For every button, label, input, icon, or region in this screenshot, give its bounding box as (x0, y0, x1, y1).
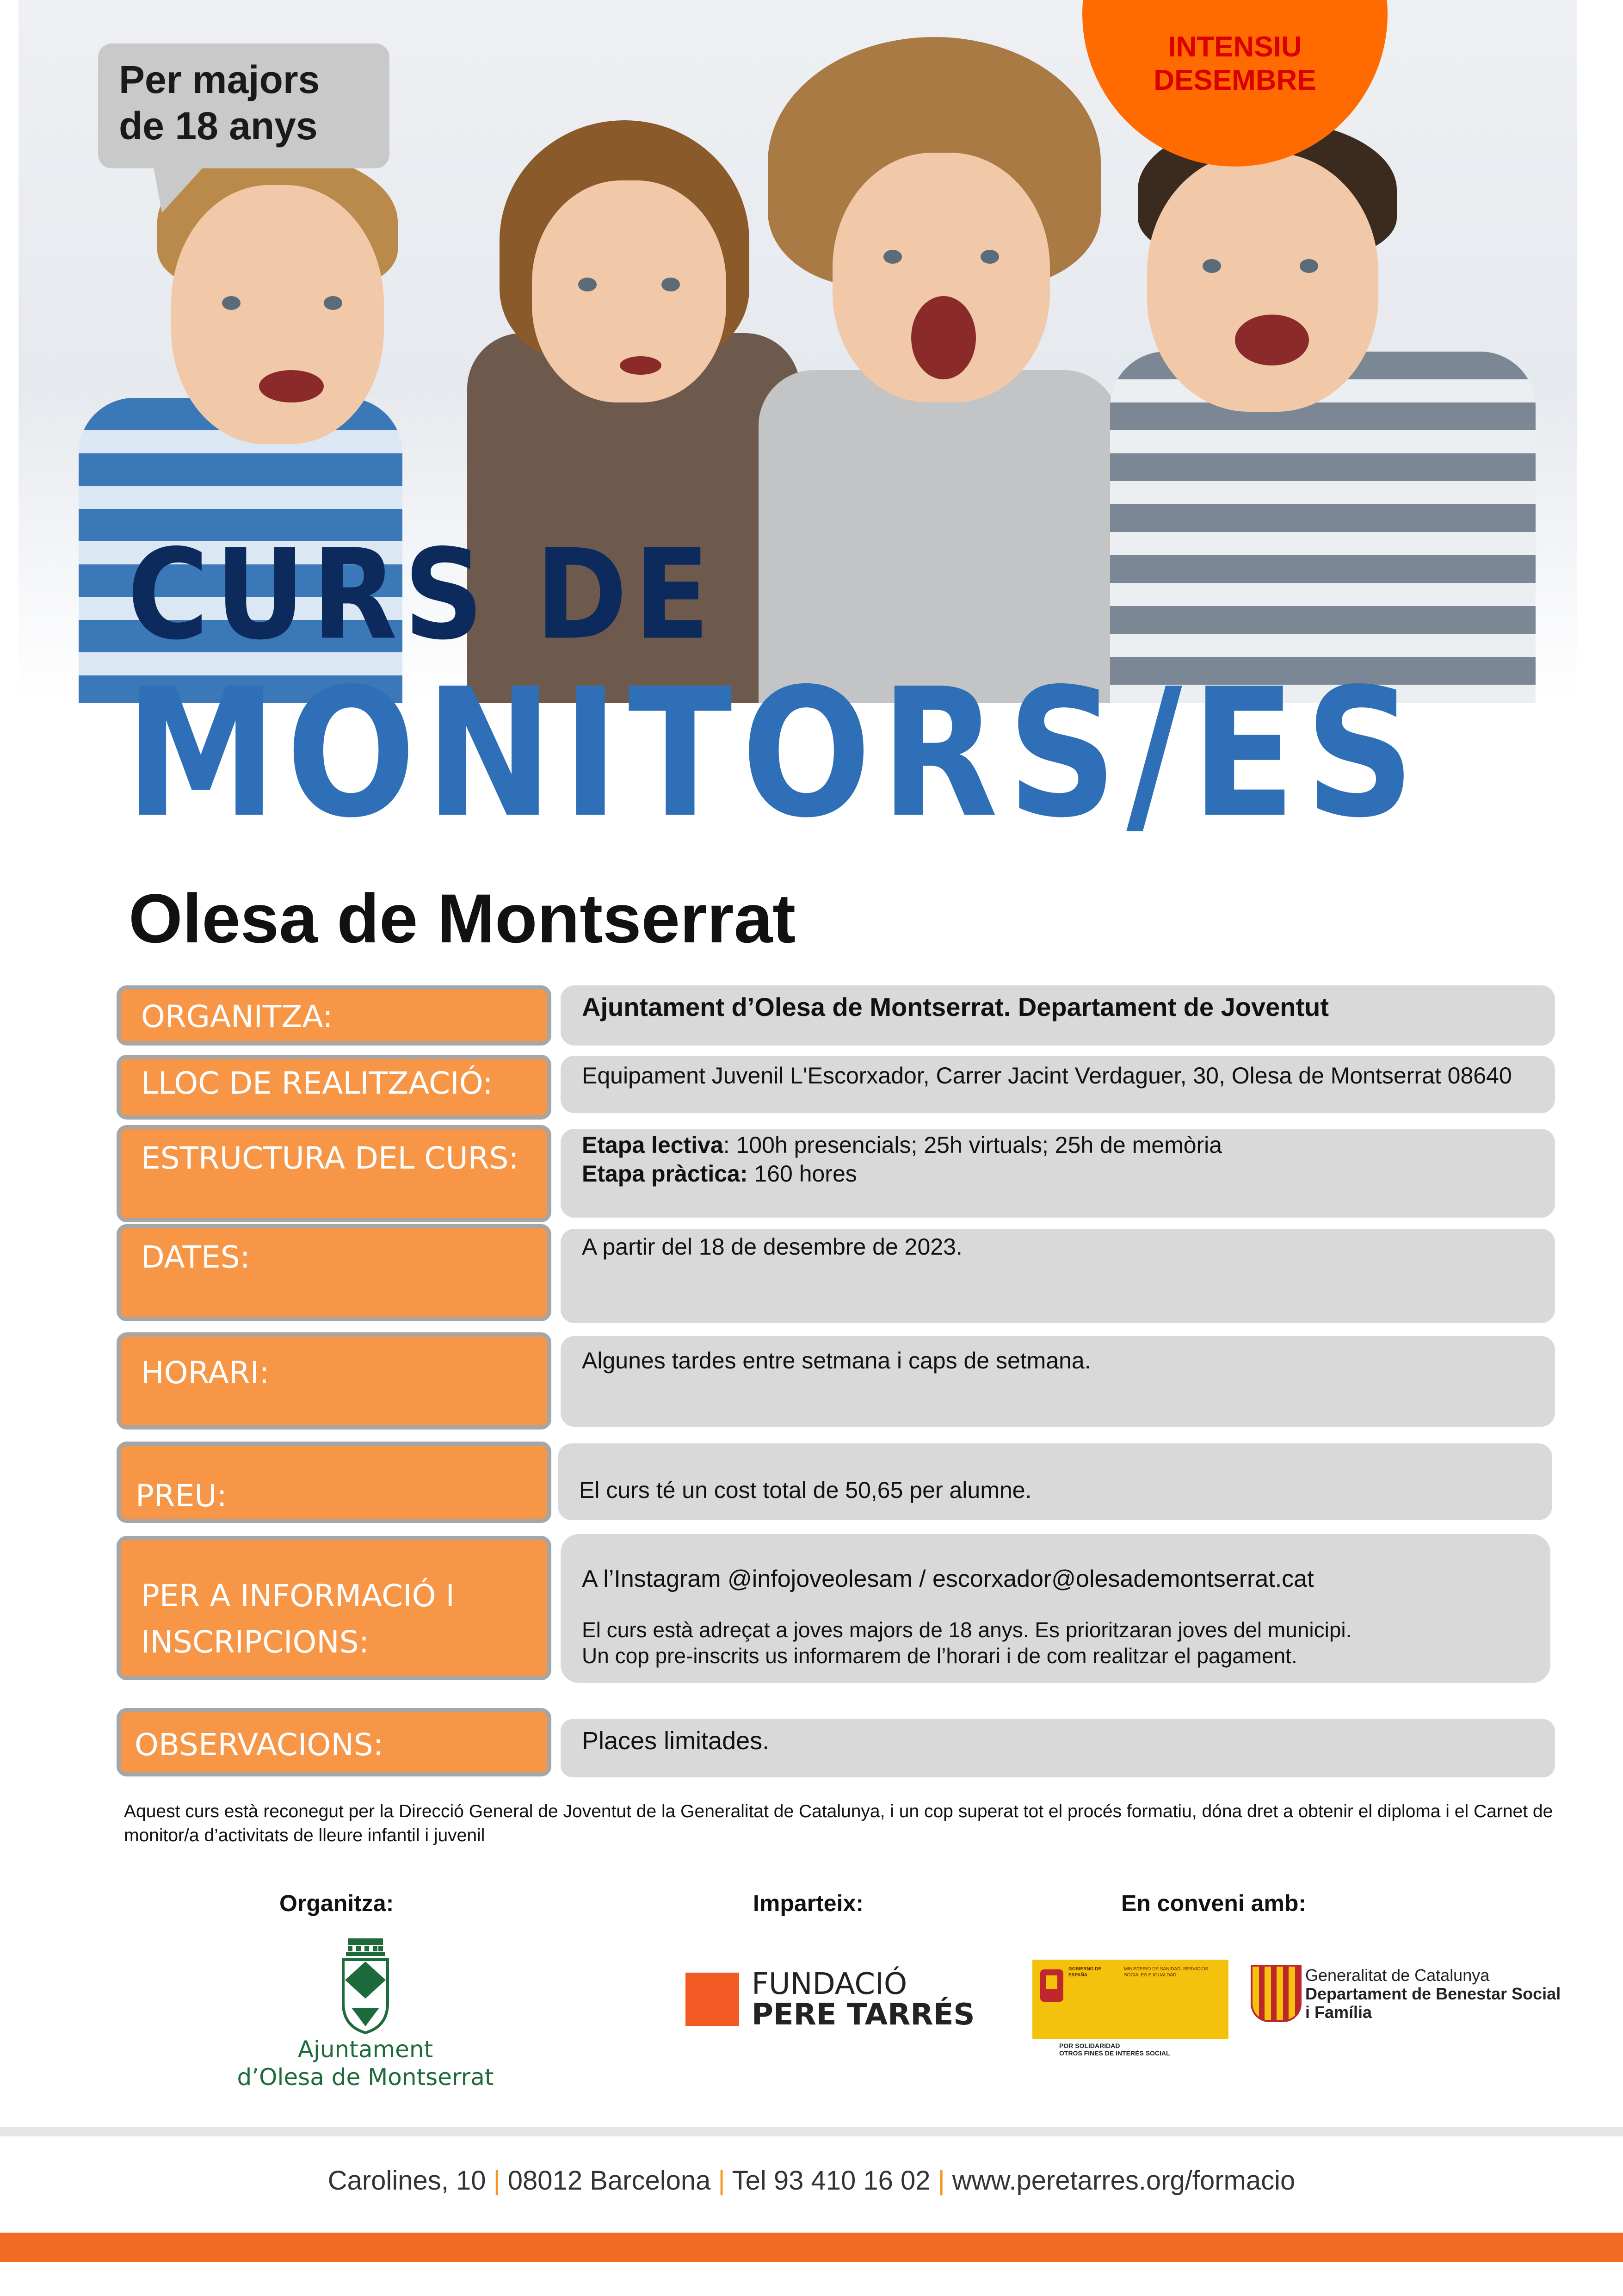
estructura-line-1: Etapa lectiva: 100h presencials; 25h virtuals; 25h de memòria (582, 1132, 1222, 1158)
footer-city: 08012 Barcelona (507, 2166, 711, 2196)
logo-line: PERE TARRÉS (752, 1998, 975, 2032)
logo-line: d’Olesa de Montserrat (237, 2064, 494, 2091)
label-text: PREU: (136, 1478, 227, 1514)
row-label-estructura (117, 1125, 551, 1222)
logo-line: Departament de Benestar Social (1305, 1984, 1561, 2003)
label-text: LLOC DE REALITZACIÓ: (141, 1065, 493, 1101)
row-label-dates (117, 1224, 551, 1321)
age-requirement (119, 56, 320, 149)
estructura-line-2: Etapa pràctica: 160 hores (582, 1161, 857, 1187)
row-value-estructura (561, 1129, 1555, 1218)
fundacio-square-icon (685, 1973, 739, 2026)
row-label-horari (117, 1332, 551, 1430)
title-line-2: MONITORS/ES (125, 650, 1424, 857)
info-line: El curs està adreçat a joves majors de 18 anys. Es prioritzaran joves del municipi. (582, 1618, 1352, 1642)
value-text: Ajuntament d’Olesa de Montserrat. Departament de Joventut (582, 992, 1329, 1021)
row-value-informacio (561, 1534, 1550, 1683)
row-label-organitza (117, 985, 551, 1046)
logo-line: FUNDACIÓ (752, 1967, 907, 2001)
footer-contact (0, 2162, 1623, 2199)
row-label-observacions (117, 1708, 551, 1776)
gobierno-text: GOBIERNO DE ESPAÑA (1068, 1967, 1102, 1978)
label-text: OBSERVACIONS: (135, 1727, 383, 1763)
bubble-line: Per majors (119, 58, 320, 101)
badge-text (1085, 31, 1385, 97)
row-value-organitza (561, 985, 1555, 1046)
gobierno-subtext (1059, 2042, 1170, 2057)
row-label-lloc (117, 1055, 551, 1120)
logo-line: i Família (1305, 2003, 1372, 2022)
label-text: HORARI: (141, 1355, 270, 1391)
footer-website-link[interactable]: www.peretarres.org/formacio (952, 2166, 1296, 2196)
logo-line: Generalitat de Catalunya (1305, 1966, 1490, 1985)
row-value-lloc (561, 1056, 1555, 1113)
value-text: A partir del 18 de desembre de 2023. (582, 1234, 963, 1260)
footer-divider (0, 2127, 1623, 2136)
conveni-label: En conveni amb: (1121, 1890, 1307, 1916)
logo-line: Ajuntament (297, 2036, 433, 2063)
ajuntament-logo-text (231, 2036, 500, 2091)
value-text: Places limitades. (582, 1727, 770, 1755)
value-text: Algunes tardes entre setmana i caps de setmana. (582, 1348, 1091, 1374)
generalitat-logo-text (1305, 1966, 1561, 2022)
imparteix-label: Imparteix: (753, 1890, 864, 1916)
info-line: A l’Instagram @infojoveolesam / escorxador@olesademontserrat.cat (582, 1566, 1314, 1592)
bubble-line: de 18 anys (119, 104, 318, 148)
footer-separator: | (938, 2166, 945, 2196)
footer-separator: | (718, 2166, 725, 2196)
label-text: PER A INFORMACIÓ I (141, 1578, 455, 1614)
logo-line: POR SOLIDARIDAD (1059, 2042, 1120, 2049)
row-value-horari (561, 1336, 1555, 1427)
label-text: INSCRIPCIONS: (141, 1624, 369, 1660)
row-value-dates (561, 1229, 1555, 1323)
info-line: Un cop pre-inscrits us informarem de l’horari i de com realitzar el pagament. (582, 1644, 1297, 1668)
recognition-note: Aquest curs està reconegut per la Direcció General de Joventut de la Generalitat de Catalunya, i un cop superat tot el procés formatiu, dóna dret a obtenir el diploma i el Carnet de monitor/a d’activitats de lleure infantil i juvenil (124, 1801, 1553, 1845)
row-label-informacio (117, 1536, 551, 1680)
location-subtitle: Olesa de Montserrat (129, 879, 796, 957)
logo-line: OTROS FINES DE INTERÉS SOCIAL (1059, 2049, 1170, 2057)
value-text: Equipament Juvenil L'Escorxador, Carrer Jacint Verdaguer, 30, Olesa de Montserrat 08640 (582, 1063, 1512, 1089)
row-value-preu (558, 1443, 1552, 1520)
ministerio-text: MINISTERIO DE SANIDAD, SERVICIOS SOCIALES E IGUALDAD (1124, 1967, 1209, 1978)
badge-line: INTENSIU (1168, 31, 1302, 63)
row-value-observacions (561, 1719, 1555, 1777)
coat-of-arms-icon (1038, 1967, 1066, 2004)
footer-bar (0, 2233, 1623, 2262)
footer-address: Carolines, 10 (327, 2166, 486, 2196)
title-line-1: CURS DE (127, 522, 716, 668)
fundacio-logo-text (752, 1969, 975, 2030)
badge-line: DESEMBRE (1154, 64, 1316, 96)
label-text: ESTRUCTURA DEL CURS: (141, 1140, 519, 1176)
row-label-preu (117, 1442, 551, 1523)
footer-phone: Tel 93 410 16 02 (732, 2166, 931, 2196)
label-text: DATES: (141, 1239, 250, 1275)
value-text: El curs té un cost total de 50,65 per alumne. (579, 1477, 1032, 1503)
organitza-label: Organitza: (279, 1890, 394, 1916)
footer-separator: | (493, 2166, 500, 2196)
senyera-icon (1251, 1965, 1302, 2022)
label-text: ORGANITZA: (141, 999, 333, 1034)
speech-bubble-tail (153, 162, 208, 213)
speech-bubble (98, 43, 389, 168)
